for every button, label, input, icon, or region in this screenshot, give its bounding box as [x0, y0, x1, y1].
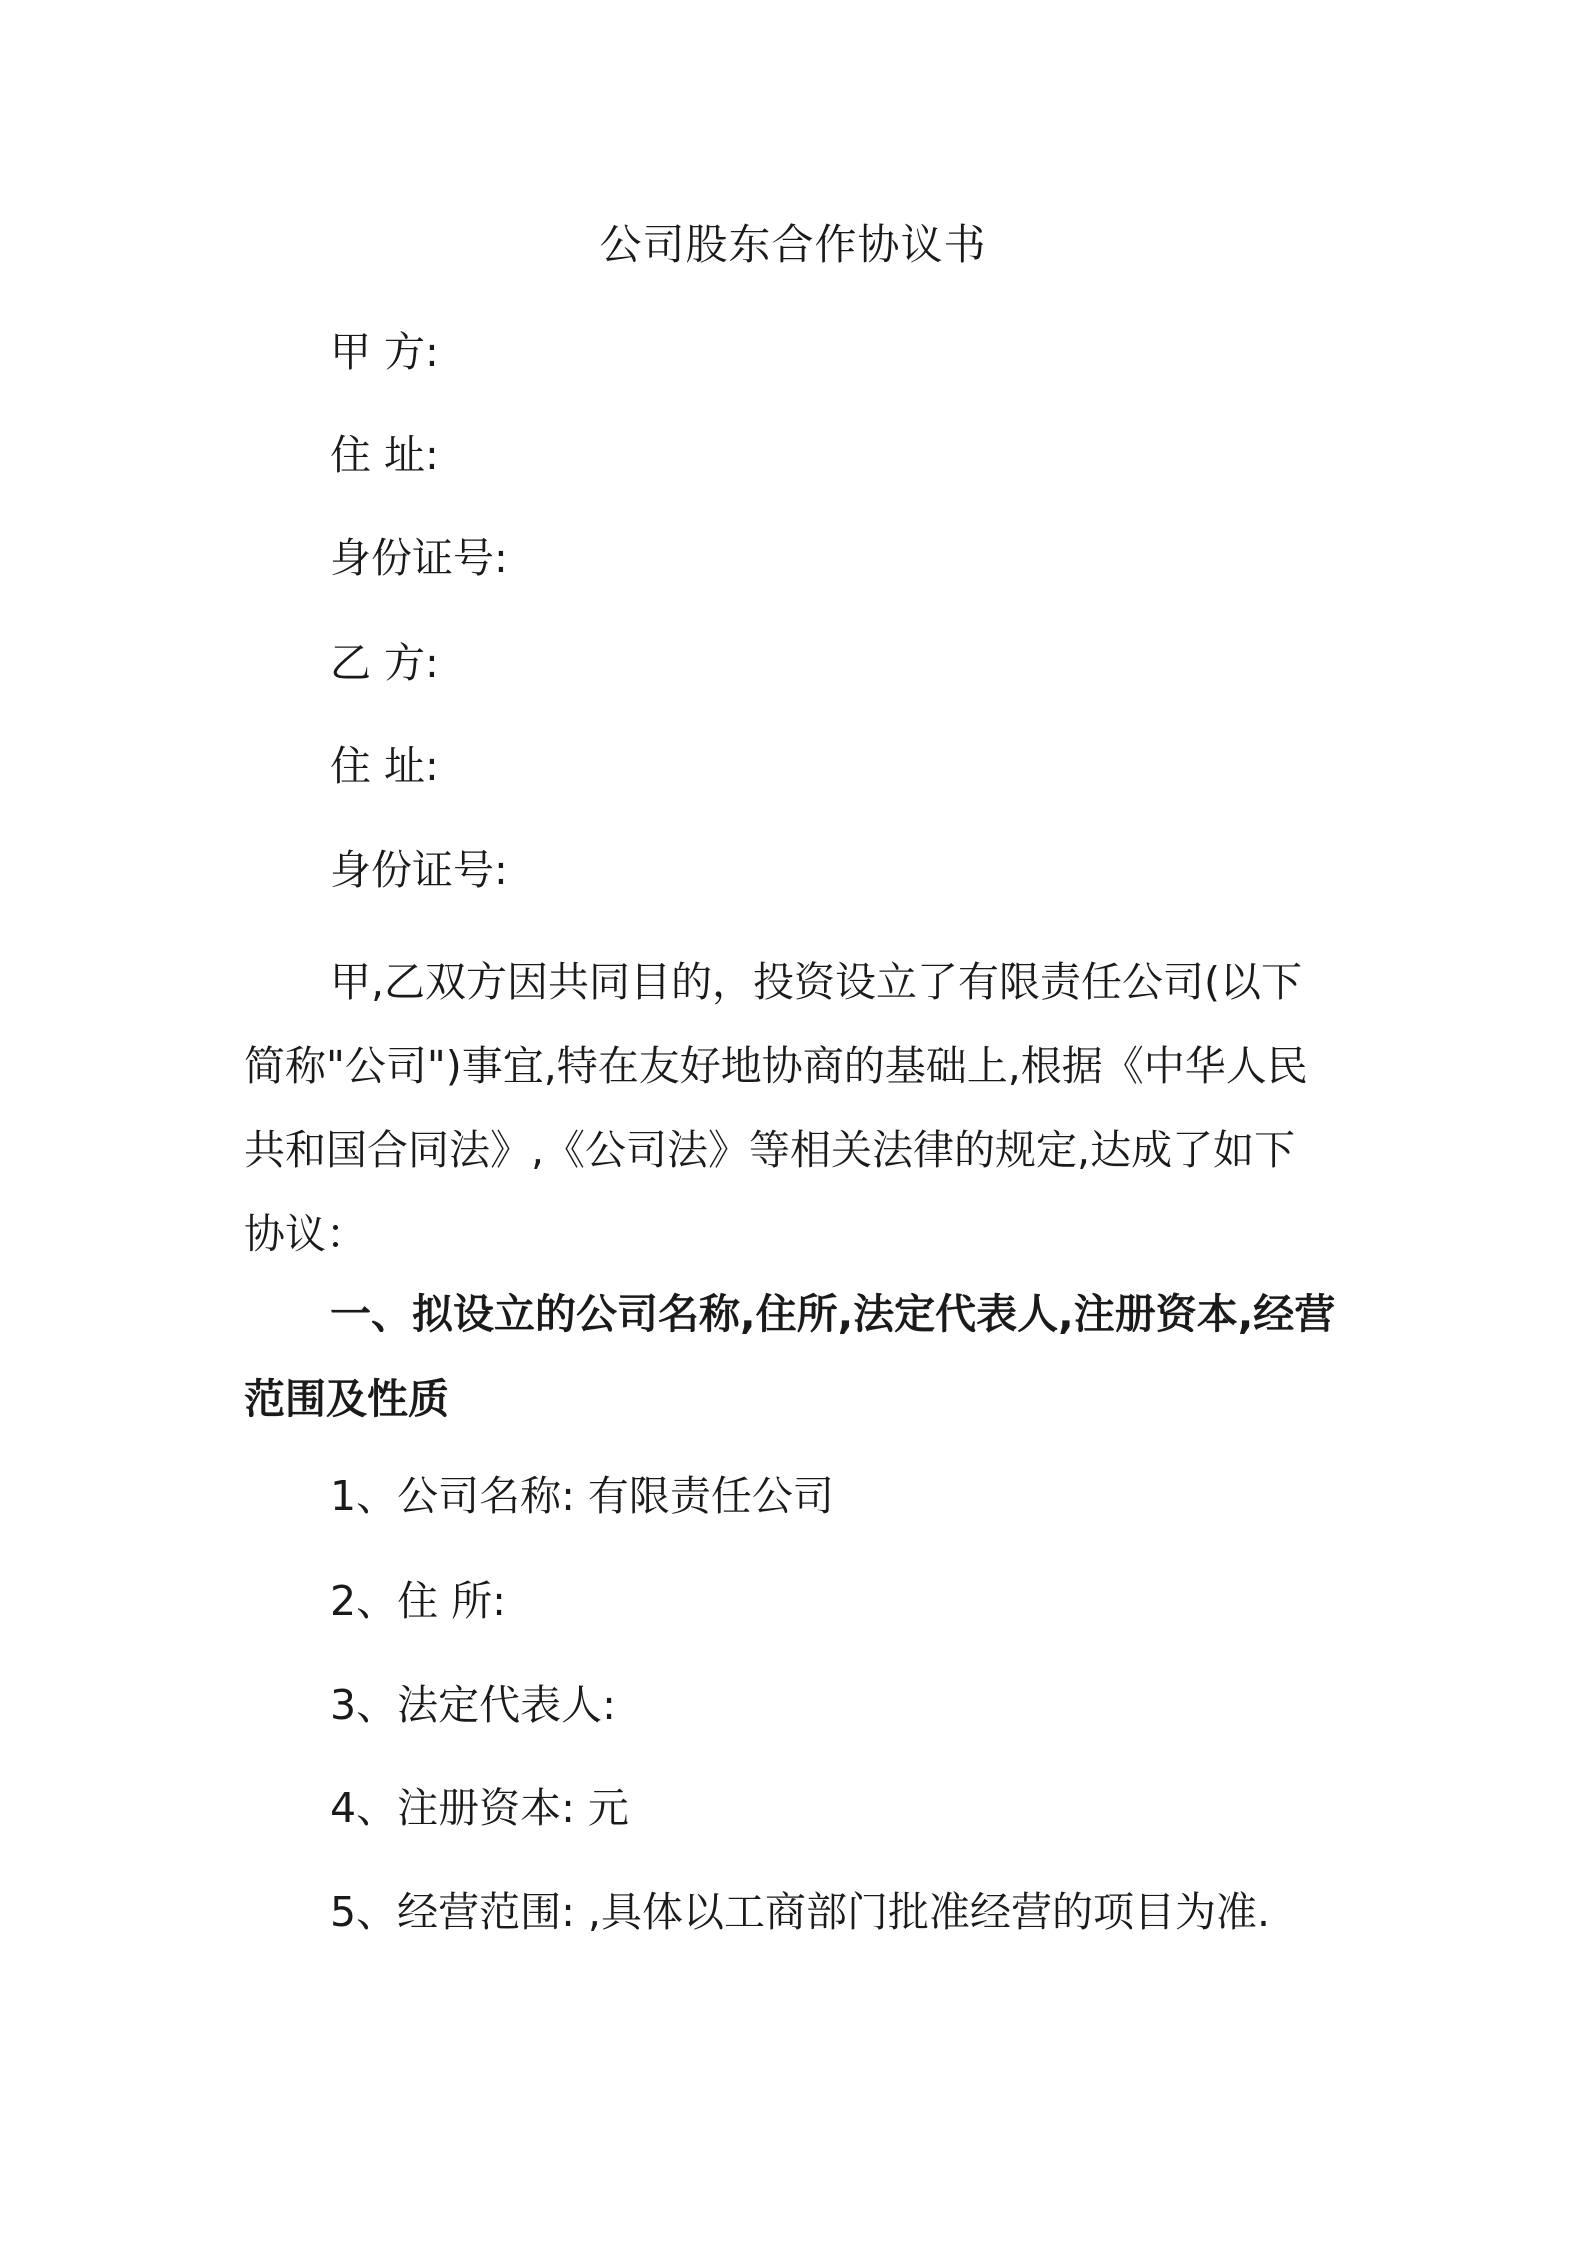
section-1-heading-line: 一、拟设立的公司名称,住所,法定代表人,注册资本,经营	[330, 1290, 1336, 1338]
intro-paragraph	[244, 940, 1356, 1276]
intro-paragraph-line: 甲,乙双方因共同目的，投资设立了有限责任公司(以下	[330, 958, 1303, 1006]
section-1-heading-line: 范围及性质	[244, 1375, 449, 1423]
party-a-address-label: 住 址:	[330, 431, 439, 479]
section-1-item-legal-representative: 3、法定代表人:	[330, 1681, 616, 1729]
party-a-id-label: 身份证号:	[330, 534, 508, 582]
intro-paragraph-line: 简称"公司")事宜,特在友好地协商的基础上,根据《中华人民	[244, 1042, 1308, 1090]
intro-paragraph-line: 共和国合同法》,《公司法》等相关法律的规定,达成了如下	[244, 1126, 1296, 1174]
section-1-item-registered-capital: 4、注册资本: 元	[330, 1784, 629, 1832]
section-1-item-domicile: 2、住 所:	[330, 1577, 506, 1625]
section-1-heading	[244, 1272, 1356, 1442]
document-title: 公司股东合作协议书	[599, 220, 987, 269]
section-1-item-company-name: 1、公司名称: 有限责任公司	[330, 1472, 834, 1520]
intro-paragraph-line: 协议：	[244, 1210, 367, 1258]
party-a-name-label: 甲 方:	[330, 328, 439, 376]
section-1-item-business-scope: 5、经营范围: ,具体以工商部门批准经营的项目为准.	[330, 1888, 1270, 1936]
party-b-id-label: 身份证号:	[330, 846, 508, 894]
party-b-name-label: 乙 方:	[330, 639, 439, 687]
party-b-address-label: 住 址:	[330, 742, 439, 790]
